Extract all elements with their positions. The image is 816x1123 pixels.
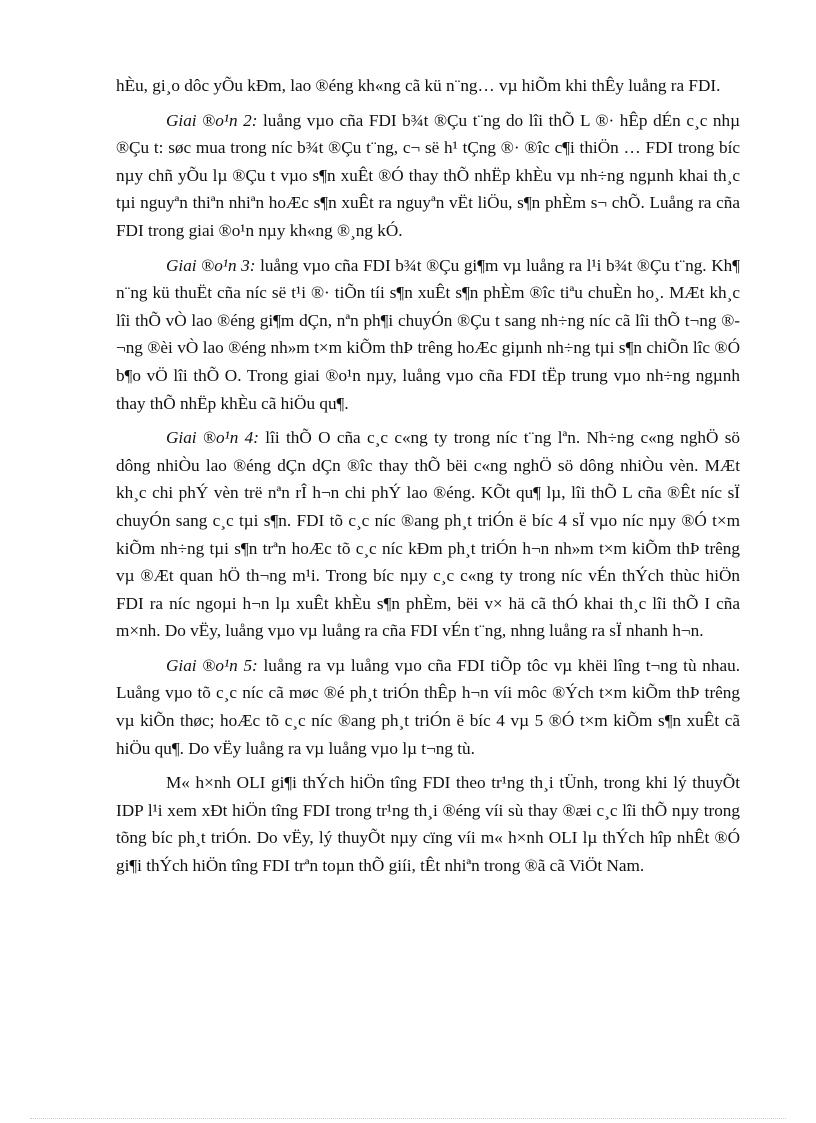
paragraph-text: luång vµo cña FDI b¾t ®Çu gi¶m vµ luång ra l¹i b¾t ®Çu t¨ng. Kh¶ n¨ng kü thuËt cña níc së t¹i ®· tiÕn tíi s¶n xuÊt s¶n phÈm ®îc tiªu chuÈn ho¸. MÆt kh¸c lîi thÕ vÒ lao ®éng gi¶m dÇn, nªn ph¶i chuyÓn ®Çu t sang nh÷ng níc cã lîi thÕ t¬ng ®¬ng ®èi vÒ lao ®éng nh»m t×m kiÕm thÞ trêng hoÆc giµnh nh÷ng tµi s¶n chiÕn lîc ®Ó b¶o vÖ lîi thÕ O. Trong giai ®o¹n nµy, luång vµo cña FDI tËp trung vµo nh÷ng ngµnh thay thÕ nhËp khÈu cã hiÖu qu¶. bbox=[116, 255, 740, 413]
paragraph-stage-2 bbox=[116, 107, 740, 245]
page-bottom-divider bbox=[30, 1118, 786, 1119]
stage-heading: Giai ®o¹n 2: bbox=[166, 110, 258, 130]
stage-heading: Giai ®o¹n 3: bbox=[166, 255, 256, 275]
paragraph-conclusion bbox=[116, 769, 740, 879]
document-page bbox=[116, 72, 740, 887]
paragraph-text: luång ra vµ luång vµo cña FDI tiÕp tôc vµ khëi lîng t¬ng tù nhau. Luång vµo tõ c¸c níc cã møc ®é ph¸t triÓn thÊp h¬n víi môc ®Ých t×m kiÕm thÞ trêng vµ kiÕn thøc; hoÆc tõ c¸c níc ®ang ph¸t triÓn ë bíc 4 vµ 5 ®Ó t×m kiÕm s¶n xuÊt cã hiÖu qu¶. Do vËy luång ra vµ luång vµo lµ t¬ng tù. bbox=[116, 655, 740, 758]
paragraph-text: luång vµo cña FDI b¾t ®Çu t¨ng do lîi thÕ L ®· hÊp dÉn c¸c nhµ ®Çu t: søc mua trong níc b¾t ®Çu t¨ng, c¬ së h¹ tÇng ®· ®îc c¶i thiÖn … FDI trong bíc nµy chñ yÕu lµ ®Çu t vµo s¶n xuÊt ®Ó thay thÕ nhËp khÈu vµ nh÷ng ngµnh khai th¸c tµi nguyªn thiªn nhiªn hoÆc s¶n xuÊt ra nguyªn vËt liÖu, s¶n phÈm s¬ chÕ. Luång ra cña FDI trong giai ®o¹n nµy kh«ng ®¸ng kÓ. bbox=[116, 110, 740, 240]
paragraph-stage-5 bbox=[116, 652, 740, 762]
paragraph-intro-continuation bbox=[116, 72, 740, 100]
paragraph-stage-4 bbox=[116, 424, 740, 645]
stage-heading: Giai ®o¹n 4: bbox=[166, 428, 259, 448]
paragraph-stage-3 bbox=[116, 252, 740, 418]
stage-heading: Giai ®o¹n 5: bbox=[166, 655, 258, 675]
paragraph-text: hÈu, gi¸o dôc yÕu kÐm, lao ®éng kh«ng cã kü n¨ng… vµ hiÕm khi thÊy luång ra FDI. bbox=[116, 76, 721, 95]
paragraph-text: lîi thÕ O cña c¸c c«ng ty trong níc t¨ng lªn. Nh÷ng c«ng nghÖ sö dông nhiÒu lao ®éng dÇn dÇn ®îc thay thÕ bëi c«ng nghÖ sö dông nhiÒu vèn. MÆt kh¸c chi phÝ vèn trë nªn rÎ h¬n chi phÝ lao ®éng. KÕt qu¶ lµ, lîi thÕ L cña ®Êt níc sÏ chuyÓn sang c¸c tµi s¶n. FDI tõ c¸c níc ®ang ph¸t triÓn ë bíc 4 sÏ vµo níc nµy ®Ó t×m kiÕm nh÷ng tµi s¶n trªn hoÆc tõ c¸c níc kÐm ph¸t triÓn h¬n nh»m t×m kiÕm thÞ trêng vµ ®Æt quan hÖ th¬ng m¹i. Trong bíc nµy c¸c c«ng ty trong níc vÉn thÝch thùc hiÖn FDI ra níc ngoµi h¬n lµ xuÊt khÈu s¶n phÈm, bëi v× hä cã thÓ khai th¸c lîi thÕ I cña m×nh. Do vËy, luång vµo vµ luång ra cña FDI vÉn t¨ng, nhng luång ra sÏ nhanh h¬n. bbox=[116, 428, 740, 641]
paragraph-text: M« h×nh OLI gi¶i thÝch hiÖn tîng FDI theo tr¹ng th¸i tÜnh, trong khi lý thuyÕt IDP l¹i xem xÐt hiÖn tîng FDI trong tr¹ng th¸i ®éng víi sù thay ®æi c¸c lîi thÕ nµy trong tõng bíc ph¸t triÓn. Do vËy, lý thuyÕt nµy cïng víi m« h×nh OLI lµ thÝch hîp nhÊt ®Ó gi¶i thÝch hiÖn tîng FDI trªn toµn thÕ giíi, tÊt nhiªn trong ®ã cã ViÖt Nam. bbox=[116, 773, 740, 876]
